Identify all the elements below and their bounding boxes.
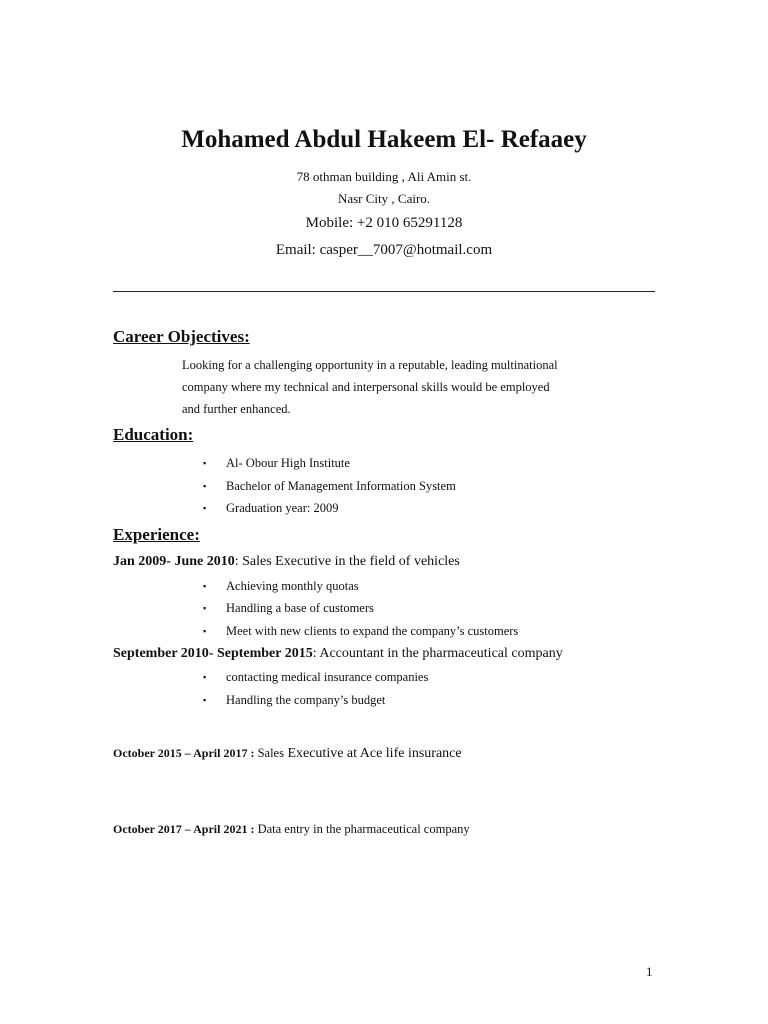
career-objective-line: company where my technical and interpersonal skills would be employed xyxy=(182,380,550,394)
bullet-icon: ▪ xyxy=(203,458,207,468)
job-duty-text: contacting medical insurance companies xyxy=(226,670,429,684)
education-heading: Education: xyxy=(113,425,194,444)
bullet-icon: ▪ xyxy=(203,695,207,705)
education-item-text: Graduation year: 2009 xyxy=(226,501,339,515)
career-objective-line: Looking for a challenging opportunity in a reputable, leading multinational xyxy=(182,358,558,372)
career-objectives-heading: Career Objectives: xyxy=(113,327,250,346)
job-duty xyxy=(203,668,428,686)
job-duty xyxy=(203,622,518,640)
job-title: Executive at Ace life insurance xyxy=(283,746,462,761)
education-item xyxy=(203,454,350,472)
job-entry xyxy=(113,744,462,763)
education-item-text: Bachelor of Management Information System xyxy=(226,479,456,493)
experience-heading: Experience: xyxy=(113,525,200,544)
job-duty-text: Handling a base of customers xyxy=(226,601,374,615)
job-title: Sales Executive in the field of vehicles xyxy=(238,554,460,569)
job-duty-text: Handling the company’s budget xyxy=(226,693,386,707)
job-period: October 2017 – April 2021 : xyxy=(113,822,255,836)
job-title: Accountant in the pharmaceutical company xyxy=(316,646,563,661)
job-period: Jan 2009- June 2010 xyxy=(113,554,235,569)
email-address: Email: casper__7007@hotmail.com xyxy=(275,242,493,258)
job-entry xyxy=(113,644,563,663)
address-line-2: Nasr City , Cairo. xyxy=(337,191,431,206)
bullet-icon: ▪ xyxy=(203,626,207,636)
job-separator: : xyxy=(312,646,317,661)
bullet-icon: ▪ xyxy=(203,581,207,591)
job-entry xyxy=(113,552,460,571)
job-duty-text: Meet with new clients to expand the company’s customers xyxy=(226,624,519,638)
candidate-name: Mohamed Abdul Hakeem El- Refaaey xyxy=(181,126,587,153)
job-title-prefix: Sales xyxy=(254,746,284,760)
mobile-number: Mobile: +2 010 65291128 xyxy=(305,215,463,231)
job-separator: : xyxy=(234,554,239,569)
education-item xyxy=(203,477,456,495)
job-duty xyxy=(203,599,374,617)
education-item xyxy=(203,499,338,517)
job-duty xyxy=(203,577,359,595)
bullet-icon: ▪ xyxy=(203,481,207,491)
job-title: Data entry in the pharmaceutical company xyxy=(254,822,470,836)
header-divider xyxy=(113,291,655,292)
page-number: 1 xyxy=(646,964,653,979)
bullet-icon: ▪ xyxy=(203,503,207,513)
bullet-icon: ▪ xyxy=(203,672,207,682)
job-period: September 2010- September 2015 xyxy=(113,646,313,661)
job-duty-text: Achieving monthly quotas xyxy=(226,579,359,593)
job-period: October 2015 – April 2017 : xyxy=(113,746,255,760)
job-duty xyxy=(203,691,385,709)
address-line-1: 78 othman building , Ali Amin st. xyxy=(296,169,472,184)
job-entry xyxy=(113,820,470,839)
education-item-text: Al- Obour High Institute xyxy=(226,456,350,470)
bullet-icon: ▪ xyxy=(203,603,207,613)
career-objective-line: and further enhanced. xyxy=(182,402,291,416)
